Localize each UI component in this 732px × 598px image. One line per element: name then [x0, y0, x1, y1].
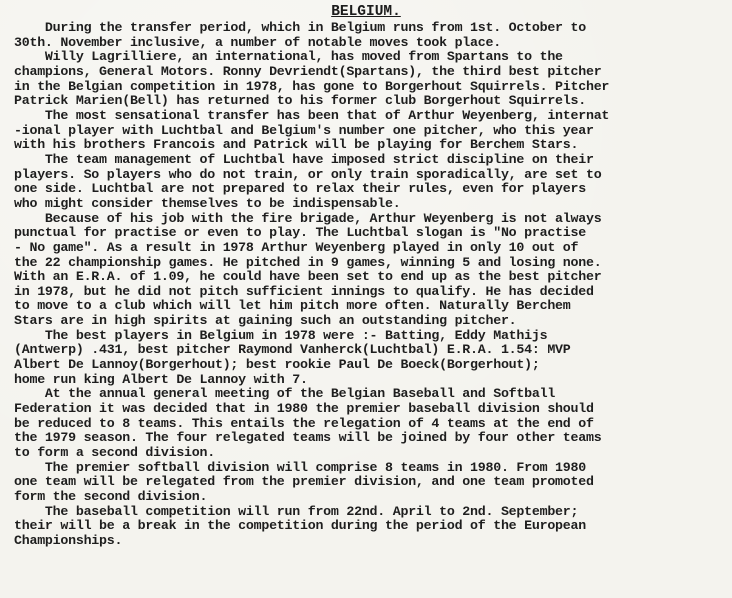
text-line: players. So players who do not train, or only train sporadically, are set to [14, 166, 602, 182]
text-line: During the transfer period, which in Belgium runs from 1st. October to [14, 20, 586, 35]
text-line: their will be a break in the competition during the period of the European [14, 518, 586, 534]
text-line: one team will be relegated from the premier division, and one team promoted [14, 474, 594, 490]
text-line: 30th. November inclusive, a number of notable moves took place. [14, 34, 501, 50]
text-line: the 22 championship games. He pitched in 9 games, winning 5 and losing none. [14, 254, 602, 270]
text-line: The best players in Belgium in 1978 were :- Batting, Eddy Mathijs [14, 327, 548, 343]
text-line: Patrick Marien(Bell) has returned to his former club Borgerhout Squirrels. [14, 93, 586, 109]
heading-text: BELGIUM. [331, 4, 401, 20]
text-line: The premier softball division will comprise 8 teams in 1980. From 1980 [14, 459, 586, 475]
text-line: form the second division. [14, 489, 208, 504]
text-line: - No game". As a result in 1978 Arthur Weyenberg played in only 10 out of [14, 239, 579, 255]
text-line: The baseball competition will run from 22nd. April to 2nd. September; [14, 503, 579, 519]
text-line: with his brothers Francois and Patrick will be playing for Berchem Stars. [14, 137, 579, 153]
text-line: With an E.R.A. of 1.09, he could have been set to end up as the best pitcher [14, 269, 602, 285]
document-title [0, 4, 732, 21]
text-line: punctual for practise or even to play. The Luchtbal slogan is "No practise [14, 225, 586, 241]
text-line: the 1979 season. The four relegated teams will be joined by four other teams [14, 430, 602, 446]
text-line: At the annual general meeting of the Belgian Baseball and Softball [14, 386, 556, 402]
text-line: one side. Luchtbal are not prepared to relax their rules, even for players [14, 181, 586, 197]
text-line: (Antwerp) .431, best pitcher Raymond Vanherck(Luchtbal) E.R.A. 1.54: MVP [14, 342, 571, 358]
text-line: Willy Lagrilliere, an international, has moved from Spartans to the [14, 49, 563, 65]
article-body [14, 21, 726, 549]
text-line: The most sensational transfer has been that of Arthur Weyenberg, internat [14, 107, 610, 123]
text-line: Because of his job with the fire brigade, Arthur Weyenberg is not always [14, 210, 602, 226]
text-line: Albert De Lannoy(Borgerhout); best rookie Paul De Boeck(Borgerhout); [14, 357, 540, 373]
text-line: champions, General Motors. Ronny Devriendt(Spartans), the third best pitcher [14, 63, 602, 79]
text-line: be reduced to 8 teams. This entails the relegation of 4 teams at the end of [14, 415, 594, 431]
text-line: in the Belgian competition in 1978, has gone to Borgerhout Squirrels. Pitcher [14, 78, 610, 94]
text-line: who might consider themselves to be indispensable. [14, 195, 401, 211]
text-line: Federation it was decided that in 1980 the premier baseball division should [14, 401, 594, 417]
text-line: home run king Albert De Lannoy with 7. [14, 371, 308, 387]
text-line: to form a second division. [14, 445, 215, 461]
text-line: -ional player with Luchtbal and Belgium's number one pitcher, who this year [14, 122, 594, 138]
text-line: The team management of Luchtbal have imposed strict discipline on their [14, 151, 594, 167]
text-line: Championships. [14, 532, 123, 548]
text-line: Stars are in high spirits at gaining such an outstanding pitcher. [14, 313, 517, 329]
text-line: in 1978, but he did not pitch sufficient innings to qualify. He has decided [14, 283, 594, 299]
text-line: to move to a club which will let him pitch more often. Naturally Berchem [14, 298, 571, 314]
